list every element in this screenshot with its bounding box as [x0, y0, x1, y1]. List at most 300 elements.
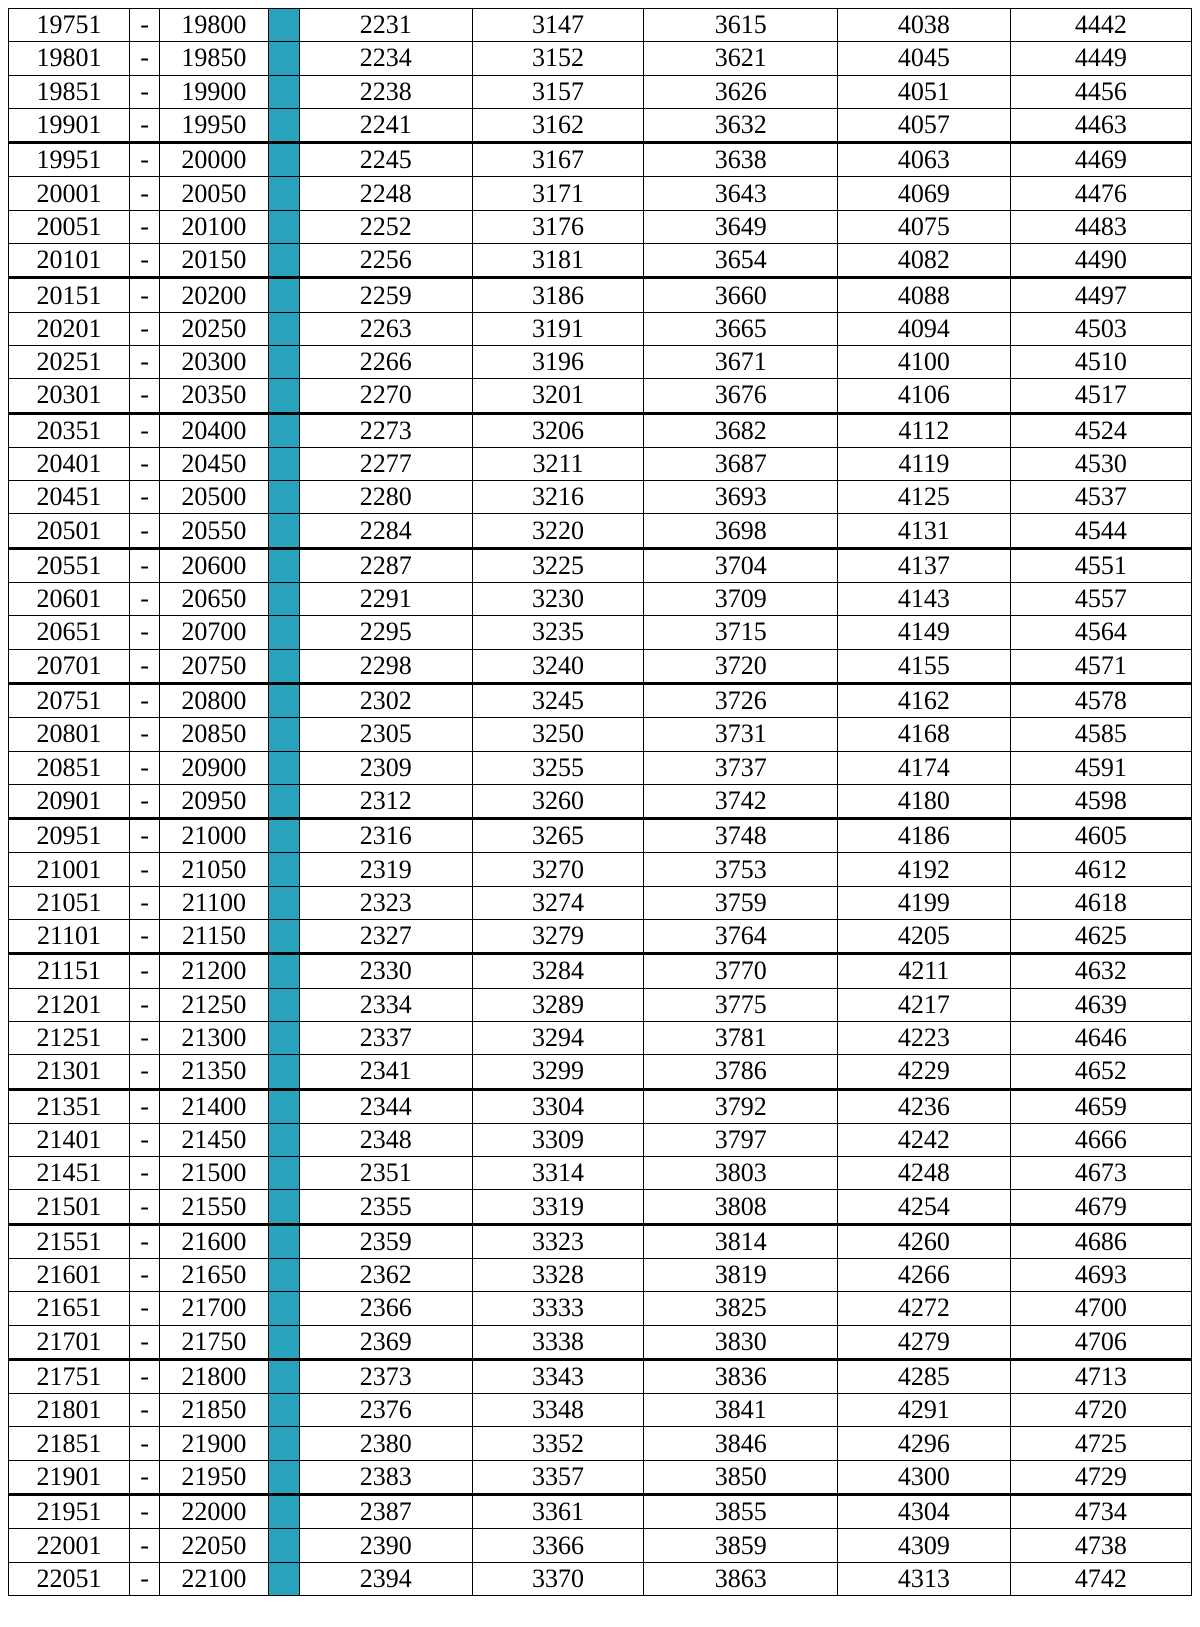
value-col-3-cell: 3859: [644, 1529, 838, 1562]
range-from-cell: 20101: [9, 244, 130, 278]
table-row: [9, 886, 1192, 919]
range-from-cell: 20501: [9, 514, 130, 548]
value-col-3-cell: 3803: [644, 1157, 838, 1190]
range-dash-cell: -: [130, 1258, 160, 1291]
accent-band: [269, 887, 299, 919]
income-bracket-table: [8, 8, 1192, 1596]
value-col-4-cell: 4143: [837, 583, 1010, 616]
accent-band: [269, 1055, 299, 1087]
value-col-4-cell: 4248: [837, 1157, 1010, 1190]
value-col-4-cell: 4100: [837, 345, 1010, 378]
accent-band-cell: [268, 1224, 299, 1258]
value-col-3-cell: 3792: [644, 1089, 838, 1123]
value-col-2-cell: 3328: [472, 1258, 644, 1291]
value-col-2-cell: 3319: [472, 1190, 644, 1224]
accent-band-cell: [268, 481, 299, 514]
table-row: [9, 1359, 1192, 1393]
value-col-1-cell: 2295: [299, 616, 472, 649]
accent-band: [269, 785, 299, 817]
value-col-5-cell: 4625: [1010, 920, 1191, 954]
range-dash-cell: -: [130, 683, 160, 717]
table-row: [9, 278, 1192, 312]
range-from-cell: 21601: [9, 1258, 130, 1291]
value-col-1-cell: 2380: [299, 1427, 472, 1460]
accent-band-cell: [268, 920, 299, 954]
value-col-3-cell: 3846: [644, 1427, 838, 1460]
range-from-cell: 20451: [9, 481, 130, 514]
value-col-1-cell: 2280: [299, 481, 472, 514]
range-from-cell: 20551: [9, 548, 130, 582]
value-col-2-cell: 3201: [472, 379, 644, 413]
value-col-5-cell: 4700: [1010, 1292, 1191, 1325]
accent-band: [269, 1326, 299, 1358]
accent-band: [269, 481, 299, 513]
accent-band: [269, 244, 299, 276]
value-col-4-cell: 4119: [837, 447, 1010, 480]
value-col-3-cell: 3704: [644, 548, 838, 582]
range-to-cell: 21600: [160, 1224, 269, 1258]
accent-band-cell: [268, 514, 299, 548]
value-col-2-cell: 3220: [472, 514, 644, 548]
value-col-2-cell: 3284: [472, 954, 644, 988]
accent-band: [269, 144, 299, 176]
range-to-cell: 20800: [160, 683, 269, 717]
accent-band-cell: [268, 1258, 299, 1291]
range-from-cell: 19801: [9, 42, 130, 75]
table-row: [9, 42, 1192, 75]
range-from-cell: 20251: [9, 345, 130, 378]
value-col-5-cell: 4713: [1010, 1359, 1191, 1393]
range-from-cell: 21351: [9, 1089, 130, 1123]
range-dash-cell: -: [130, 1157, 160, 1190]
table-row: [9, 447, 1192, 480]
range-to-cell: 20500: [160, 481, 269, 514]
value-col-1-cell: 2344: [299, 1089, 472, 1123]
range-from-cell: 21501: [9, 1190, 130, 1224]
value-col-4-cell: 4057: [837, 108, 1010, 142]
range-dash-cell: -: [130, 514, 160, 548]
data-table-container: [8, 8, 1192, 1596]
value-col-2-cell: 3361: [472, 1495, 644, 1529]
range-to-cell: 21450: [160, 1123, 269, 1156]
range-from-cell: 21751: [9, 1359, 130, 1393]
range-from-cell: 21301: [9, 1055, 130, 1089]
accent-band-cell: [268, 649, 299, 683]
value-col-4-cell: 4313: [837, 1562, 1010, 1595]
table-row: [9, 1055, 1192, 1089]
value-col-4-cell: 4131: [837, 514, 1010, 548]
value-col-2-cell: 3348: [472, 1394, 644, 1427]
value-col-1-cell: 2312: [299, 784, 472, 818]
value-col-3-cell: 3748: [644, 819, 838, 853]
accent-band: [269, 514, 299, 546]
table-row: [9, 1021, 1192, 1054]
range-from-cell: 21451: [9, 1157, 130, 1190]
value-col-5-cell: 4578: [1010, 683, 1191, 717]
accent-band: [269, 1394, 299, 1426]
value-col-1-cell: 2248: [299, 177, 472, 210]
accent-band-cell: [268, 1021, 299, 1054]
value-col-1-cell: 2366: [299, 1292, 472, 1325]
value-col-2-cell: 3260: [472, 784, 644, 818]
range-from-cell: 21051: [9, 886, 130, 919]
range-from-cell: 21551: [9, 1224, 130, 1258]
value-col-5-cell: 4483: [1010, 210, 1191, 243]
accent-band: [269, 853, 299, 885]
accent-band-cell: [268, 1562, 299, 1595]
accent-band: [269, 685, 299, 717]
table-row: [9, 1292, 1192, 1325]
table-row: [9, 1394, 1192, 1427]
value-col-1-cell: 2305: [299, 718, 472, 751]
table-row: [9, 143, 1192, 177]
value-col-4-cell: 4155: [837, 649, 1010, 683]
accent-band: [269, 1091, 299, 1123]
value-col-5-cell: 4666: [1010, 1123, 1191, 1156]
value-col-3-cell: 3825: [644, 1292, 838, 1325]
table-row: [9, 920, 1192, 954]
value-col-4-cell: 4063: [837, 143, 1010, 177]
range-from-cell: 20201: [9, 312, 130, 345]
value-col-2-cell: 3270: [472, 853, 644, 886]
value-col-5-cell: 4503: [1010, 312, 1191, 345]
value-col-4-cell: 4285: [837, 1359, 1010, 1393]
value-col-4-cell: 4296: [837, 1427, 1010, 1460]
value-col-1-cell: 2373: [299, 1359, 472, 1393]
range-from-cell: 19951: [9, 143, 130, 177]
value-col-1-cell: 2284: [299, 514, 472, 548]
table-row: [9, 616, 1192, 649]
value-col-5-cell: 4686: [1010, 1224, 1191, 1258]
accent-band: [269, 1563, 299, 1595]
range-dash-cell: -: [130, 616, 160, 649]
value-col-3-cell: 3720: [644, 649, 838, 683]
range-from-cell: 21001: [9, 853, 130, 886]
range-to-cell: 20400: [160, 413, 269, 447]
value-col-4-cell: 4162: [837, 683, 1010, 717]
accent-band: [269, 1124, 299, 1156]
range-dash-cell: -: [130, 379, 160, 413]
accent-band: [269, 989, 299, 1021]
value-col-5-cell: 4673: [1010, 1157, 1191, 1190]
value-col-5-cell: 4585: [1010, 718, 1191, 751]
value-col-2-cell: 3157: [472, 75, 644, 108]
value-col-5-cell: 4476: [1010, 177, 1191, 210]
range-dash-cell: -: [130, 210, 160, 243]
range-to-cell: 20950: [160, 784, 269, 818]
accent-band-cell: [268, 548, 299, 582]
accent-band: [269, 9, 299, 41]
range-dash-cell: -: [130, 784, 160, 818]
value-col-1-cell: 2383: [299, 1460, 472, 1494]
value-col-2-cell: 3235: [472, 616, 644, 649]
range-from-cell: 20601: [9, 583, 130, 616]
value-col-4-cell: 4125: [837, 481, 1010, 514]
table-row: [9, 583, 1192, 616]
range-from-cell: 19901: [9, 108, 130, 142]
value-col-4-cell: 4279: [837, 1325, 1010, 1359]
value-col-3-cell: 3621: [644, 42, 838, 75]
table-row: [9, 954, 1192, 988]
value-col-4-cell: 4082: [837, 244, 1010, 278]
value-col-2-cell: 3299: [472, 1055, 644, 1089]
range-to-cell: 19800: [160, 9, 269, 42]
range-to-cell: 21150: [160, 920, 269, 954]
value-col-2-cell: 3225: [472, 548, 644, 582]
value-col-1-cell: 2287: [299, 548, 472, 582]
accent-band-cell: [268, 278, 299, 312]
table-row: [9, 481, 1192, 514]
table-row: [9, 751, 1192, 784]
value-col-5-cell: 4544: [1010, 514, 1191, 548]
table-row: [9, 1258, 1192, 1291]
table-row: [9, 9, 1192, 42]
value-col-5-cell: 4706: [1010, 1325, 1191, 1359]
accent-band-cell: [268, 1460, 299, 1494]
table-row: [9, 819, 1192, 853]
value-col-1-cell: 2302: [299, 683, 472, 717]
value-col-5-cell: 4510: [1010, 345, 1191, 378]
range-from-cell: 21901: [9, 1460, 130, 1494]
accent-band-cell: [268, 42, 299, 75]
value-col-4-cell: 4168: [837, 718, 1010, 751]
accent-band: [269, 313, 299, 345]
value-col-5-cell: 4557: [1010, 583, 1191, 616]
value-col-3-cell: 3863: [644, 1562, 838, 1595]
table-row: [9, 210, 1192, 243]
value-col-1-cell: 2231: [299, 9, 472, 42]
value-col-1-cell: 2234: [299, 42, 472, 75]
value-col-5-cell: 4469: [1010, 143, 1191, 177]
value-col-1-cell: 2376: [299, 1394, 472, 1427]
range-to-cell: 20850: [160, 718, 269, 751]
value-col-5-cell: 4591: [1010, 751, 1191, 784]
range-dash-cell: -: [130, 75, 160, 108]
value-col-2-cell: 3294: [472, 1021, 644, 1054]
value-col-1-cell: 2348: [299, 1123, 472, 1156]
value-col-2-cell: 3366: [472, 1529, 644, 1562]
range-dash-cell: -: [130, 1427, 160, 1460]
table-row: [9, 988, 1192, 1021]
range-to-cell: 19950: [160, 108, 269, 142]
range-to-cell: 21200: [160, 954, 269, 988]
value-col-1-cell: 2327: [299, 920, 472, 954]
range-from-cell: 21701: [9, 1325, 130, 1359]
range-dash-cell: -: [130, 1529, 160, 1562]
table-row: [9, 1190, 1192, 1224]
value-col-1-cell: 2245: [299, 143, 472, 177]
accent-band-cell: [268, 718, 299, 751]
range-dash-cell: -: [130, 1495, 160, 1529]
value-col-3-cell: 3742: [644, 784, 838, 818]
value-col-5-cell: 4652: [1010, 1055, 1191, 1089]
value-col-4-cell: 4205: [837, 920, 1010, 954]
value-col-5-cell: 4551: [1010, 548, 1191, 582]
value-col-5-cell: 4456: [1010, 75, 1191, 108]
accent-band-cell: [268, 819, 299, 853]
table-row: [9, 1495, 1192, 1529]
value-col-3-cell: 3615: [644, 9, 838, 42]
range-from-cell: 20901: [9, 784, 130, 818]
accent-band-cell: [268, 210, 299, 243]
range-from-cell: 20851: [9, 751, 130, 784]
accent-band: [269, 415, 299, 447]
range-from-cell: 20301: [9, 379, 130, 413]
value-col-1-cell: 2266: [299, 345, 472, 378]
range-to-cell: 22000: [160, 1495, 269, 1529]
range-dash-cell: -: [130, 819, 160, 853]
value-col-3-cell: 3770: [644, 954, 838, 988]
value-col-5-cell: 4598: [1010, 784, 1191, 818]
value-col-1-cell: 2337: [299, 1021, 472, 1054]
value-col-4-cell: 4266: [837, 1258, 1010, 1291]
value-col-4-cell: 4051: [837, 75, 1010, 108]
value-col-2-cell: 3152: [472, 42, 644, 75]
accent-band-cell: [268, 143, 299, 177]
range-dash-cell: -: [130, 988, 160, 1021]
table-row: [9, 177, 1192, 210]
accent-band: [269, 1461, 299, 1493]
accent-band-cell: [268, 1157, 299, 1190]
value-col-5-cell: 4618: [1010, 886, 1191, 919]
range-dash-cell: -: [130, 649, 160, 683]
range-from-cell: 19751: [9, 9, 130, 42]
value-col-4-cell: 4186: [837, 819, 1010, 853]
value-col-1-cell: 2394: [299, 1562, 472, 1595]
table-row: [9, 514, 1192, 548]
accent-band: [269, 1427, 299, 1459]
table-row: [9, 1123, 1192, 1156]
value-col-4-cell: 4260: [837, 1224, 1010, 1258]
value-col-3-cell: 3836: [644, 1359, 838, 1393]
value-col-3-cell: 3819: [644, 1258, 838, 1291]
value-col-4-cell: 4254: [837, 1190, 1010, 1224]
value-col-5-cell: 4564: [1010, 616, 1191, 649]
value-col-5-cell: 4720: [1010, 1394, 1191, 1427]
value-col-4-cell: 4192: [837, 853, 1010, 886]
value-col-1-cell: 2270: [299, 379, 472, 413]
range-dash-cell: -: [130, 718, 160, 751]
range-dash-cell: -: [130, 413, 160, 447]
value-col-1-cell: 2351: [299, 1157, 472, 1190]
range-to-cell: 19900: [160, 75, 269, 108]
range-to-cell: 21250: [160, 988, 269, 1021]
value-col-1-cell: 2387: [299, 1495, 472, 1529]
accent-band-cell: [268, 413, 299, 447]
range-from-cell: 22051: [9, 1562, 130, 1595]
value-col-5-cell: 4659: [1010, 1089, 1191, 1123]
range-to-cell: 21750: [160, 1325, 269, 1359]
range-to-cell: 20700: [160, 616, 269, 649]
value-col-3-cell: 3737: [644, 751, 838, 784]
range-dash-cell: -: [130, 108, 160, 142]
table-row: [9, 75, 1192, 108]
accent-band: [269, 1292, 299, 1324]
value-col-4-cell: 4069: [837, 177, 1010, 210]
value-col-2-cell: 3343: [472, 1359, 644, 1393]
range-to-cell: 21000: [160, 819, 269, 853]
range-from-cell: 21651: [9, 1292, 130, 1325]
value-col-4-cell: 4300: [837, 1460, 1010, 1494]
value-col-4-cell: 4229: [837, 1055, 1010, 1089]
table-row: [9, 413, 1192, 447]
value-col-3-cell: 3638: [644, 143, 838, 177]
value-col-2-cell: 3186: [472, 278, 644, 312]
value-col-1-cell: 2298: [299, 649, 472, 683]
value-col-5-cell: 4612: [1010, 853, 1191, 886]
value-col-5-cell: 4605: [1010, 819, 1191, 853]
value-col-4-cell: 4149: [837, 616, 1010, 649]
range-to-cell: 20200: [160, 278, 269, 312]
range-from-cell: 21801: [9, 1394, 130, 1427]
range-from-cell: 21101: [9, 920, 130, 954]
table-body: [9, 9, 1192, 1596]
table-row: [9, 108, 1192, 142]
value-col-4-cell: 4075: [837, 210, 1010, 243]
accent-band: [269, 1361, 299, 1393]
accent-band: [269, 279, 299, 311]
value-col-3-cell: 3632: [644, 108, 838, 142]
accent-band: [269, 616, 299, 648]
value-col-3-cell: 3671: [644, 345, 838, 378]
value-col-3-cell: 3654: [644, 244, 838, 278]
value-col-4-cell: 4038: [837, 9, 1010, 42]
range-to-cell: 21850: [160, 1394, 269, 1427]
range-dash-cell: -: [130, 447, 160, 480]
value-col-5-cell: 4679: [1010, 1190, 1191, 1224]
range-dash-cell: -: [130, 1021, 160, 1054]
accent-band: [269, 550, 299, 582]
range-from-cell: 20701: [9, 649, 130, 683]
value-col-3-cell: 3797: [644, 1123, 838, 1156]
value-col-4-cell: 4174: [837, 751, 1010, 784]
range-dash-cell: -: [130, 177, 160, 210]
table-row: [9, 1460, 1192, 1494]
accent-band-cell: [268, 1394, 299, 1427]
range-to-cell: 21350: [160, 1055, 269, 1089]
value-col-5-cell: 4646: [1010, 1021, 1191, 1054]
value-col-3-cell: 3643: [644, 177, 838, 210]
value-col-3-cell: 3814: [644, 1224, 838, 1258]
value-col-2-cell: 3333: [472, 1292, 644, 1325]
range-dash-cell: -: [130, 920, 160, 954]
range-dash-cell: -: [130, 1562, 160, 1595]
value-col-3-cell: 3764: [644, 920, 838, 954]
accent-band: [269, 76, 299, 108]
value-col-1-cell: 2263: [299, 312, 472, 345]
accent-band-cell: [268, 75, 299, 108]
value-col-2-cell: 3167: [472, 143, 644, 177]
range-from-cell: 19851: [9, 75, 130, 108]
range-to-cell: 21900: [160, 1427, 269, 1460]
value-col-4-cell: 4211: [837, 954, 1010, 988]
value-col-5-cell: 4571: [1010, 649, 1191, 683]
value-col-3-cell: 3693: [644, 481, 838, 514]
range-to-cell: 20450: [160, 447, 269, 480]
table-row: [9, 649, 1192, 683]
accent-band: [269, 718, 299, 750]
accent-band-cell: [268, 244, 299, 278]
value-col-3-cell: 3850: [644, 1460, 838, 1494]
accent-band-cell: [268, 583, 299, 616]
range-to-cell: 21950: [160, 1460, 269, 1494]
value-col-2-cell: 3265: [472, 819, 644, 853]
value-col-2-cell: 3370: [472, 1562, 644, 1595]
value-col-3-cell: 3726: [644, 683, 838, 717]
accent-band: [269, 820, 299, 852]
table-row: [9, 548, 1192, 582]
value-col-3-cell: 3649: [644, 210, 838, 243]
